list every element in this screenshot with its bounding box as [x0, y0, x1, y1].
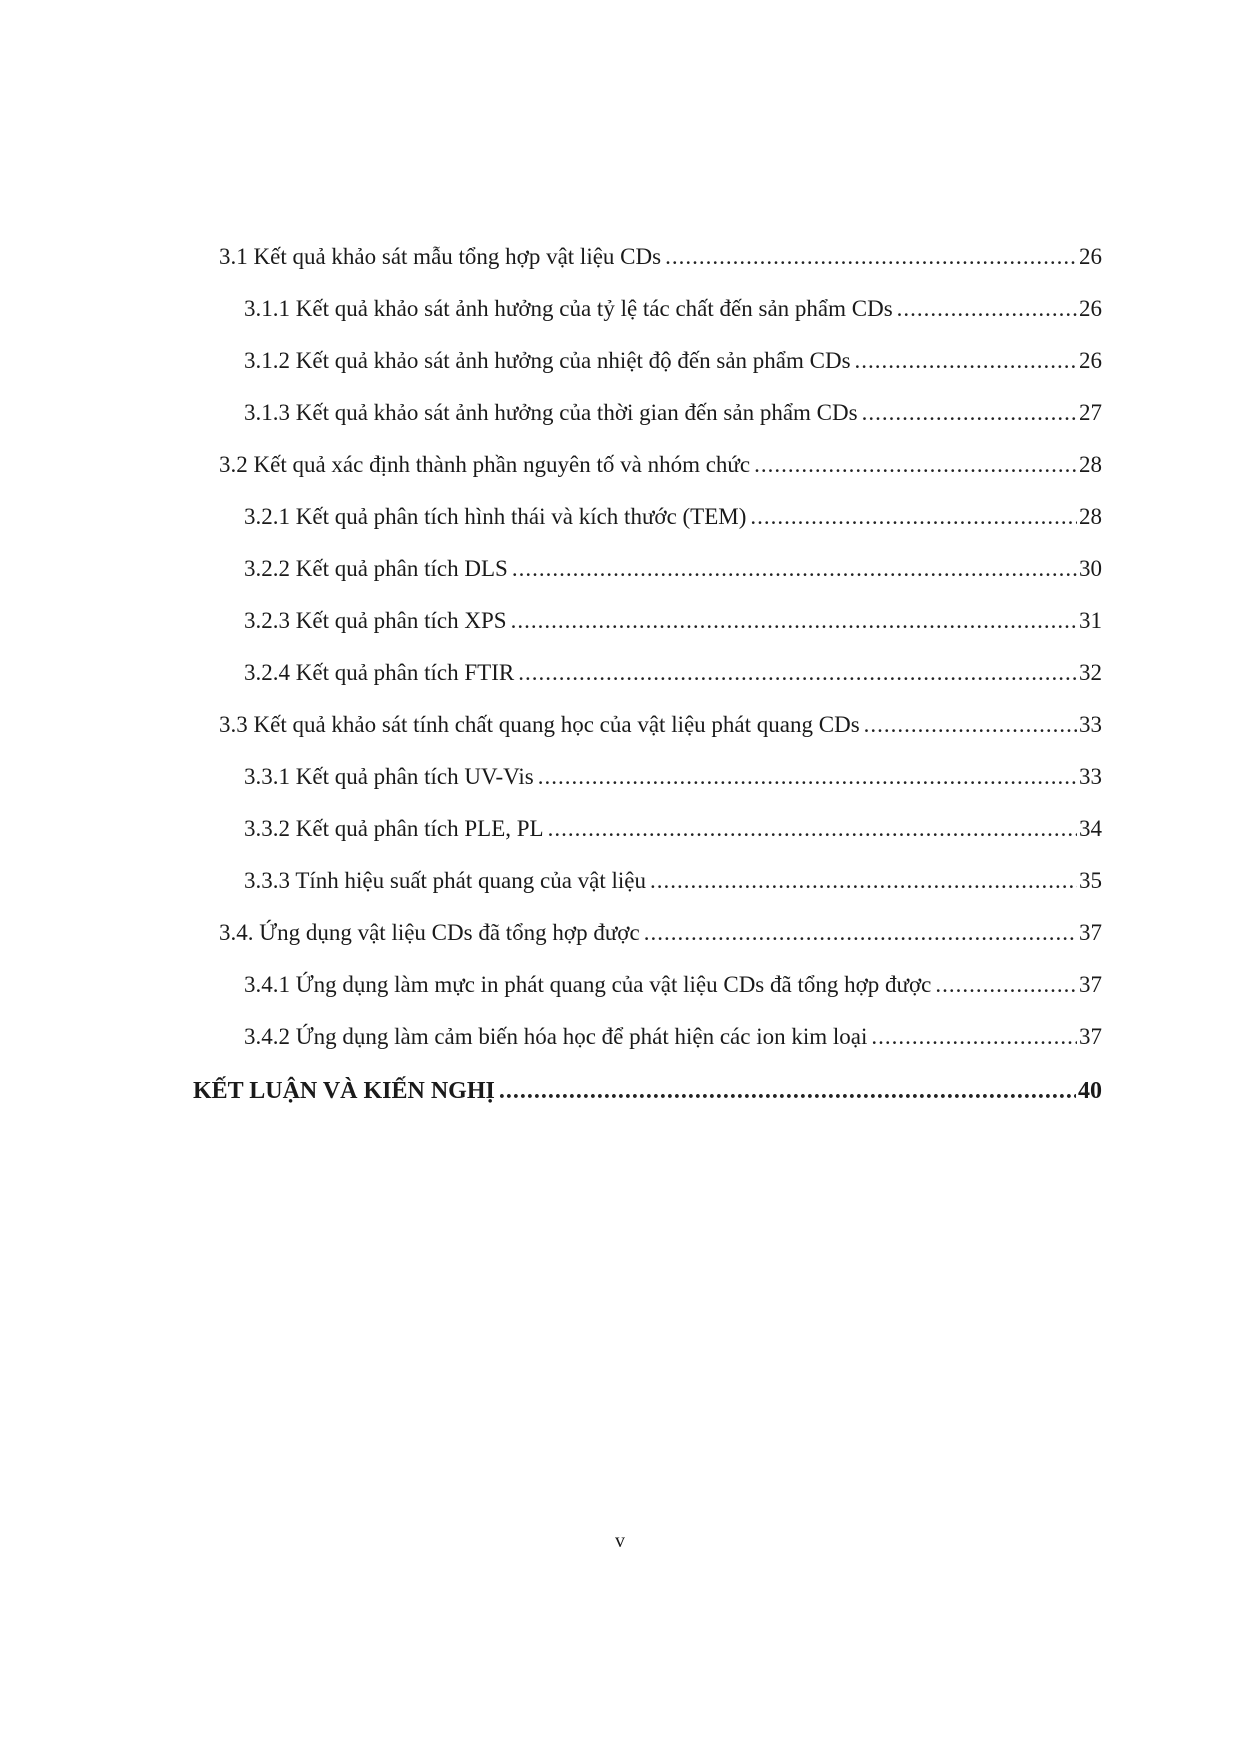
- toc-entry[interactable]: [219, 450, 1102, 480]
- toc-entry[interactable]: [219, 918, 1102, 948]
- toc-entry-page: 26: [1079, 348, 1102, 373]
- toc-entry-title: 3.4.2 Ứng dụng làm cảm biến hóa học để phát hiện các ion kim loại: [244, 1024, 868, 1049]
- toc-entry-page: 37: [1079, 920, 1102, 945]
- toc-entry-title: 3.4. Ứng dụng vật liệu CDs đã tổng hợp được: [219, 920, 640, 945]
- toc-entry[interactable]: [244, 658, 1102, 688]
- toc-entry-page: 31: [1079, 608, 1102, 633]
- dot-leader: [511, 606, 1077, 636]
- toc-entry[interactable]: [244, 970, 1102, 1000]
- toc-entry-page: 33: [1079, 712, 1102, 737]
- toc-entry[interactable]: [244, 398, 1102, 428]
- dot-leader: [499, 1076, 1076, 1106]
- toc-entry-title: 3.1.2 Kết quả khảo sát ảnh hưởng của nhiệt độ đến sản phẩm CDs: [244, 348, 851, 373]
- toc-entry-page: 28: [1079, 452, 1102, 477]
- dot-leader: [871, 1022, 1077, 1052]
- toc-entry-title: 3.1.3 Kết quả khảo sát ảnh hưởng của thời gian đến sản phẩm CDs: [244, 400, 858, 425]
- dot-leader: [650, 866, 1077, 896]
- toc-entry-title: 3.1 Kết quả khảo sát mẫu tổng hợp vật liệu CDs: [219, 244, 662, 269]
- toc-entry-page: 26: [1079, 296, 1102, 321]
- toc-entry[interactable]: [244, 346, 1102, 376]
- dot-leader: [754, 450, 1077, 480]
- toc-entry-title: 3.2.2 Kết quả phân tích DLS: [244, 556, 508, 581]
- dot-leader: [512, 554, 1077, 584]
- toc-entry[interactable]: [244, 814, 1102, 844]
- toc-entry-title: 3.4.1 Ứng dụng làm mực in phát quang của vật liệu CDs đã tổng hợp được: [244, 972, 932, 997]
- toc-entry-title: 3.2.1 Kết quả phân tích hình thái và kích thước (TEM): [244, 504, 747, 529]
- toc-entry-title: 3.3 Kết quả khảo sát tính chất quang học của vật liệu phát quang CDs: [219, 712, 860, 737]
- toc-entry-page: 40: [1078, 1078, 1102, 1104]
- toc-entry-title: 3.2.4 Kết quả phân tích FTIR: [244, 660, 515, 685]
- toc-entry[interactable]: [219, 710, 1102, 740]
- toc-entry-title: 3.3.3 Tính hiệu suất phát quang của vật liệu: [244, 868, 646, 893]
- page-number: v: [615, 1530, 625, 1552]
- dot-leader: [855, 346, 1077, 376]
- toc-entry-heading[interactable]: [193, 1076, 1102, 1106]
- toc-entry[interactable]: [244, 606, 1102, 636]
- toc-entry-page: 37: [1079, 972, 1102, 997]
- toc-entry[interactable]: [244, 294, 1102, 324]
- toc-entry-title: KẾT LUẬN VÀ KIẾN NGHỊ: [193, 1078, 495, 1104]
- dot-leader: [665, 242, 1077, 272]
- toc-entry-title: 3.3.1 Kết quả phân tích UV-Vis: [244, 764, 534, 789]
- toc-entry-page: 27: [1079, 400, 1102, 425]
- toc-entry[interactable]: [244, 762, 1102, 792]
- toc-entry[interactable]: [244, 554, 1102, 584]
- dot-leader: [935, 970, 1077, 1000]
- dot-leader: [864, 710, 1077, 740]
- toc-entry-page: 26: [1079, 244, 1102, 269]
- toc-entry-page: 35: [1079, 868, 1102, 893]
- toc-entry-page: 28: [1079, 504, 1102, 529]
- toc-entry[interactable]: [244, 502, 1102, 532]
- toc-entry-title: 3.2.3 Kết quả phân tích XPS: [244, 608, 507, 633]
- toc-entry-page: 34: [1079, 816, 1102, 841]
- dot-leader: [548, 814, 1077, 844]
- toc-entry[interactable]: [219, 242, 1102, 272]
- toc-entry-page: 33: [1079, 764, 1102, 789]
- toc-entry[interactable]: [244, 866, 1102, 896]
- toc-entry-title: 3.1.1 Kết quả khảo sát ảnh hưởng của tỷ lệ tác chất đến sản phẩm CDs: [244, 296, 893, 321]
- dot-leader: [862, 398, 1077, 428]
- dot-leader: [518, 658, 1077, 688]
- dot-leader: [644, 918, 1077, 948]
- dot-leader: [897, 294, 1077, 324]
- toc-entry-page: 30: [1079, 556, 1102, 581]
- toc-entry-title: 3.3.2 Kết quả phân tích PLE, PL: [244, 816, 544, 841]
- dot-leader: [538, 762, 1077, 792]
- toc-entry-page: 32: [1079, 660, 1102, 685]
- toc-entry-title: 3.2 Kết quả xác định thành phần nguyên tố và nhóm chức: [219, 452, 751, 477]
- toc-entry[interactable]: [244, 1022, 1102, 1052]
- dot-leader: [750, 502, 1077, 532]
- toc-entry-page: 37: [1079, 1024, 1102, 1049]
